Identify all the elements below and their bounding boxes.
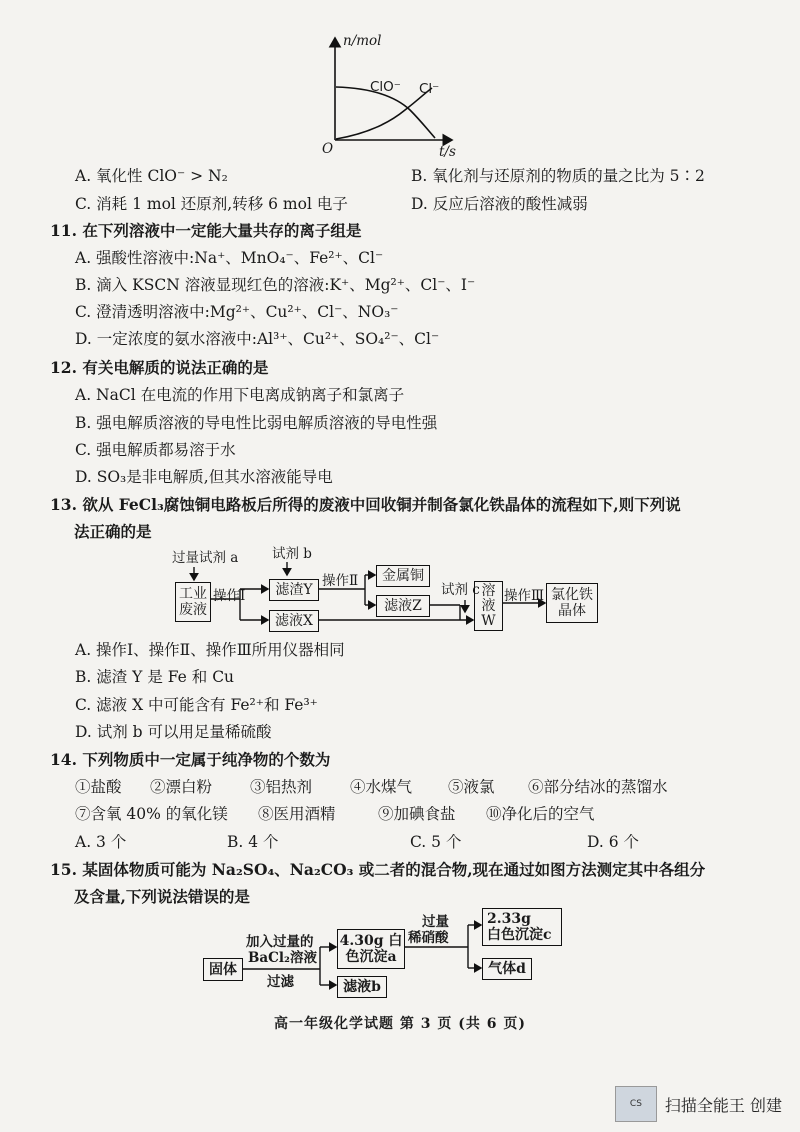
reagent-b-label: 试剂 b: [272, 546, 312, 562]
op2-label: 操作Ⅱ: [322, 573, 359, 589]
q14-option-a: A. 3 个: [75, 833, 127, 851]
reagent-c-label: 试剂 c: [441, 582, 480, 598]
graph-clo-label: ClO⁻: [370, 79, 401, 95]
q14-item-2: ②漂白粉: [150, 778, 213, 796]
q14-item-4: ④水煤气: [350, 778, 413, 796]
q10-option-b: B. 氧化剂与还原剂的物质的量之比为 5∶2: [411, 167, 705, 185]
op3-label: 操作Ⅲ: [504, 588, 545, 604]
filtrate-x-box: 滤液X: [269, 610, 319, 632]
q12-option-a: A. NaCl 在电流的作用下电离成钠离子和氯离子: [75, 386, 405, 404]
page-footer: 高一年级化学试题 第 3 页 (共 6 页): [274, 1016, 526, 1032]
solution-w-box: 溶 液 W: [474, 581, 503, 631]
filtrate-z-box: 滤液Z: [376, 595, 430, 617]
add-bacl2-label-line2: BaCl₂溶液: [248, 950, 317, 966]
q14-item-6: ⑥部分结冰的蒸馏水: [528, 778, 668, 796]
add-bacl2-label-line1: 加入过量的: [246, 934, 314, 950]
q10-option-c: C. 消耗 1 mol 还原剂,转移 6 mol 电子: [75, 195, 348, 213]
q11-option-d: D. 一定浓度的氨水溶液中:Al³⁺、Cu²⁺、SO₄²⁻、Cl⁻: [75, 330, 440, 348]
q14-item-7: ⑦含氧 40% 的氧化镁: [75, 805, 228, 823]
q13-stem-line1: 13. 欲从 FeCl₃腐蚀铜电路板后所得的废液中回收铜并制备氯化铁晶体的流程如下,则下列说: [50, 495, 681, 514]
q14-option-c: C. 5 个: [410, 833, 462, 851]
q14-item-8: ⑧医用酒精: [258, 805, 336, 823]
q14-item-10: ⑩净化后的空气: [486, 805, 595, 823]
q12-option-d: D. SO₃是非电解质,但其水溶液能导电: [75, 468, 333, 486]
graph-cl-label: Cl⁻: [419, 81, 440, 97]
precipitate-c-box: 2.33g 白色沉淀c: [482, 908, 562, 946]
ferric-chloride-box: 氯化铁 晶体: [546, 583, 598, 623]
q14-option-b: B. 4 个: [227, 833, 279, 851]
q12-option-c: C. 强电解质都易溶于水: [75, 441, 236, 459]
q13-option-a: A. 操作Ⅰ、操作Ⅱ、操作Ⅲ所用仪器相同: [75, 641, 345, 659]
q11-stem: 11. 在下列溶液中一定能大量共存的离子组是: [50, 221, 362, 240]
q14-stem: 14. 下列物质中一定属于纯净物的个数为: [50, 750, 331, 769]
q15-stem-line2: 及含量,下列说法错误的是: [74, 887, 250, 906]
camscanner-logo-icon: CS: [615, 1086, 657, 1122]
q14-item-5: ⑤液氯: [448, 778, 495, 796]
op1-label: 操作Ⅰ: [213, 588, 246, 604]
q14-item-3: ③铝热剂: [250, 778, 313, 796]
q11-option-c: C. 澄清透明溶液中:Mg²⁺、Cu²⁺、Cl⁻、NO₃⁻: [75, 303, 399, 321]
reagent-a-label: 过量试剂 a: [172, 550, 239, 566]
dilute-nitric-label: 稀硝酸: [408, 930, 449, 946]
q13-option-c: C. 滤液 X 中可能含有 Fe²⁺和 Fe³⁺: [75, 696, 318, 714]
gas-d-box: 气体d: [482, 958, 532, 980]
q13-option-b: B. 滤渣 Y 是 Fe 和 Cu: [75, 668, 235, 686]
graph-x-label: t/s: [439, 144, 456, 160]
precipitate-a-box: 4.30g 白 色沉淀a: [337, 929, 405, 969]
filter-label: 过滤: [267, 974, 294, 990]
q11-option-b: B. 滴入 KSCN 溶液显现红色的溶液:K⁺、Mg²⁺、Cl⁻、I⁻: [75, 276, 476, 294]
industrial-waste-box: 工业 废液: [175, 582, 211, 622]
q12-stem: 12. 有关电解质的说法正确的是: [50, 358, 269, 377]
q10-option-d: D. 反应后溶液的酸性减弱: [411, 195, 588, 213]
watermark-text: 扫描全能王 创建: [664, 1095, 782, 1115]
excess-label: 过量: [422, 914, 449, 930]
q14-item-9: ⑨加碘食盐: [378, 805, 456, 823]
q13-stem-line2: 法正确的是: [74, 522, 152, 541]
q12-option-b: B. 强电解质溶液的导电性比弱电解质溶液的导电性强: [75, 414, 438, 432]
q15-stem-line1: 15. 某固体物质可能为 Na₂SO₄、Na₂CO₃ 或二者的混合物,现在通过如图方法测定其中各组分: [50, 860, 706, 879]
q14-option-d: D. 6 个: [587, 833, 640, 851]
q14-item-1: ①盐酸: [75, 778, 122, 796]
q11-option-a: A. 强酸性溶液中:Na⁺、MnO₄⁻、Fe²⁺、Cl⁻: [75, 249, 384, 267]
q13-option-d: D. 试剂 b 可以用足量稀硫酸: [75, 723, 272, 741]
residue-y-box: 滤渣Y: [269, 579, 319, 601]
q10-option-a: A. 氧化性 ClO⁻ > N₂: [75, 167, 228, 185]
scanner-watermark: [615, 1086, 782, 1122]
graph-y-label: n/mol: [343, 33, 382, 49]
copper-box: 金属铜: [376, 565, 430, 587]
graph-origin: O: [322, 141, 334, 157]
filtrate-b-box: 滤液b: [337, 976, 387, 998]
solid-box: 固体: [203, 958, 243, 981]
